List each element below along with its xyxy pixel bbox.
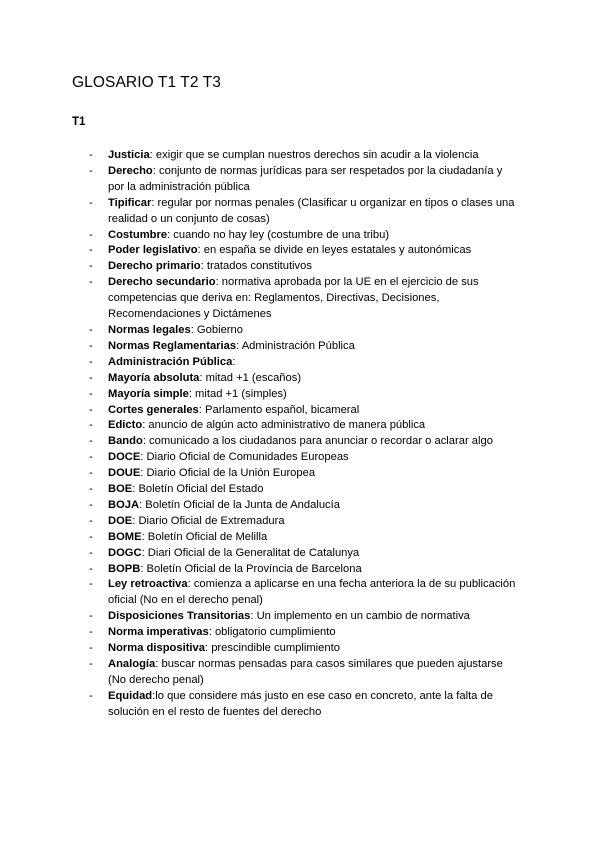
glossary-item	[0, 577, 600, 609]
glossary-item	[0, 530, 600, 546]
glossary-definition: : buscar normas pensadas para casos similares que pueden ajustarse (No derecho penal)	[108, 658, 503, 686]
glossary-item	[0, 228, 600, 244]
glossary-term: BOME	[108, 530, 142, 543]
bullet-dash: -	[89, 530, 93, 543]
bullet-dash: -	[89, 371, 93, 384]
glossary-item	[0, 418, 600, 434]
glossary-term: Costumbre	[108, 228, 168, 241]
glossary-item	[0, 689, 600, 721]
glossary-definition: : regular por normas penales (Clasificar u organizar en tipos o clases una realidad o un conjunto de cosas)	[108, 196, 515, 225]
glossary-item	[0, 546, 600, 562]
glossary-item	[0, 498, 600, 514]
bullet-dash: -	[89, 498, 93, 511]
bullet-dash: -	[89, 323, 93, 336]
glossary-item	[0, 387, 600, 403]
bullet-dash: -	[89, 260, 93, 273]
glossary-definition: : Boletín Oficial de la Província de Barcelona	[140, 562, 362, 575]
bullet-dash: -	[89, 689, 93, 702]
glossary-definition: : Un implemento en un cambio de normativa	[250, 610, 470, 623]
glossary-term: Derecho secundario	[108, 276, 216, 289]
section-heading: T1	[72, 116, 86, 128]
glossary-definition: : cuando no hay ley (costumbre de una tribu)	[167, 228, 390, 241]
glossary-term: Normas legales	[108, 323, 191, 336]
glossary-term: DOE	[108, 514, 133, 527]
glossary-definition: : Boletín Oficial de Melilla	[141, 530, 268, 543]
glossary-definition: : Boletín Oficial del Estado	[132, 483, 264, 496]
glossary-definition: : Diario Oficial de la Unión Europea	[140, 467, 316, 480]
glossary-definition: : normativa aprobada por la UE en el ejercicio de sus competencias que deriva en: Reglamentos, Directivas, Decisiones, Recomendaciones y Dictámenes	[108, 276, 479, 321]
glossary-definition: : mitad +1 (escaños)	[199, 371, 302, 384]
glossary-definition: : obligatorio cumplimiento	[208, 626, 336, 639]
glossary-term: BOPB	[108, 562, 141, 575]
glossary-term: Edicto	[108, 419, 143, 432]
glossary-item	[0, 641, 600, 657]
glossary-item	[0, 164, 600, 196]
glossary-item	[0, 339, 600, 355]
glossary-term: Norma dispositiva	[108, 642, 205, 655]
bullet-dash: -	[89, 626, 93, 639]
glossary-definition: : conjunto de normas jurídicas para ser respetados por la ciudadanía y por la administración pública	[108, 164, 503, 193]
glossary-item	[0, 323, 600, 339]
glossary-term: Norma imperativas	[108, 626, 209, 639]
bullet-dash: -	[89, 244, 93, 257]
glossary-term: Normas Reglamentarias	[108, 339, 237, 352]
glossary-definition: : en españa se divide en leyes estatales y autonómicas	[197, 244, 472, 257]
glossary-definition: : prescindible cumplimiento	[204, 642, 340, 655]
glossary-item	[0, 355, 600, 371]
bullet-dash: -	[89, 562, 93, 575]
document-title: GLOSARIO T1 T2 T3	[72, 74, 222, 91]
bullet-dash: -	[89, 339, 93, 352]
bullet-dash: -	[89, 514, 93, 527]
glossary-definition: : Diario Oficial de Comunidades Europeas	[140, 451, 349, 464]
glossary-item	[0, 275, 600, 323]
bullet-dash: -	[89, 642, 93, 655]
glossary-item	[0, 625, 600, 641]
glossary-term: Administración Pública	[108, 355, 233, 368]
glossary-item	[0, 609, 600, 625]
glossary-term: BOJA	[108, 498, 140, 511]
bullet-dash: -	[89, 546, 93, 559]
bullet-dash: -	[89, 419, 93, 432]
glossary-definition: :lo que considere más justo en ese caso en concreto, ante la falta de solución en el resto de fuentes del derecho	[108, 689, 493, 718]
bullet-dash: -	[89, 403, 93, 416]
glossary-term: Disposiciones Transitorias	[108, 610, 251, 623]
glossary-item	[0, 657, 600, 689]
glossary-term: Tipificar	[108, 196, 152, 209]
glossary-definition: : Administración Pública	[236, 339, 355, 352]
glossary-item	[0, 371, 600, 387]
bullet-dash: -	[89, 483, 93, 496]
glossary-term: DOGC	[108, 546, 142, 559]
glossary-list	[0, 148, 600, 721]
bullet-dash: -	[89, 451, 93, 464]
glossary-term: Justicia	[108, 149, 150, 161]
glossary-definition: : tratados constitutivos	[200, 260, 312, 273]
glossary-item	[0, 434, 600, 450]
glossary-definition: : comienza a aplicarse en una fecha anteriora la de su publicación oficial (No en el derecho penal)	[108, 578, 516, 607]
bullet-dash: -	[89, 610, 93, 623]
glossary-item	[0, 482, 600, 498]
glossary-term: Equidad	[108, 689, 153, 702]
glossary-term: Mayoría absoluta	[108, 371, 200, 384]
glossary-definition: : Diari Oficial de la Generalitat de Catalunya	[141, 546, 360, 559]
bullet-dash: -	[89, 467, 93, 480]
glossary-item	[0, 196, 600, 228]
bullet-dash: -	[89, 355, 93, 368]
bullet-dash: -	[89, 578, 93, 591]
glossary-definition: :	[232, 355, 236, 368]
glossary-item	[0, 466, 600, 482]
glossary-term: Poder legislativo	[108, 244, 198, 257]
glossary-term: Mayoría simple	[108, 387, 189, 400]
glossary-term: DOUE	[108, 467, 141, 480]
bullet-dash: -	[89, 435, 93, 448]
glossary-definition: : anuncio de algún acto administrativo de manera pública	[142, 419, 426, 432]
glossary-item	[0, 243, 600, 259]
glossary-item	[0, 259, 600, 275]
glossary-definition: : exigir que se cumplan nuestros derechos sin acudir a la violencia	[149, 149, 479, 161]
glossary-definition: : Parlamento español, bicameral	[198, 403, 360, 416]
glossary-item	[0, 148, 600, 164]
glossary-item	[0, 450, 600, 466]
bullet-dash: -	[89, 228, 93, 241]
glossary-term: Derecho primario	[108, 260, 201, 273]
bullet-dash: -	[89, 196, 93, 209]
bullet-dash: -	[89, 276, 93, 289]
glossary-term: Ley retroactiva	[108, 578, 188, 591]
glossary-definition: : Boletín Oficial de la Junta de Andalucía	[139, 498, 340, 511]
glossary-term: Cortes generales	[108, 403, 199, 416]
glossary-definition: : comunicado a los ciudadanos para anunciar o recordar o aclarar algo	[142, 435, 493, 448]
glossary-term: Analogía	[108, 658, 156, 670]
bullet-dash: -	[89, 149, 93, 161]
glossary-definition: : Diario Oficial de Extremadura	[132, 514, 285, 527]
glossary-item	[0, 514, 600, 530]
glossary-term: DOCE	[108, 451, 141, 464]
glossary-definition: : mitad +1 (simples)	[188, 387, 287, 400]
glossary-term: Bando	[108, 435, 143, 448]
glossary-term: BOE	[108, 483, 133, 496]
bullet-dash: -	[89, 658, 93, 670]
glossary-term: Derecho	[108, 164, 153, 177]
bullet-dash: -	[89, 387, 93, 400]
bullet-dash: -	[89, 164, 93, 177]
glossary-item	[0, 562, 600, 578]
glossary-definition: : Gobierno	[190, 323, 243, 336]
glossary-item	[0, 403, 600, 419]
